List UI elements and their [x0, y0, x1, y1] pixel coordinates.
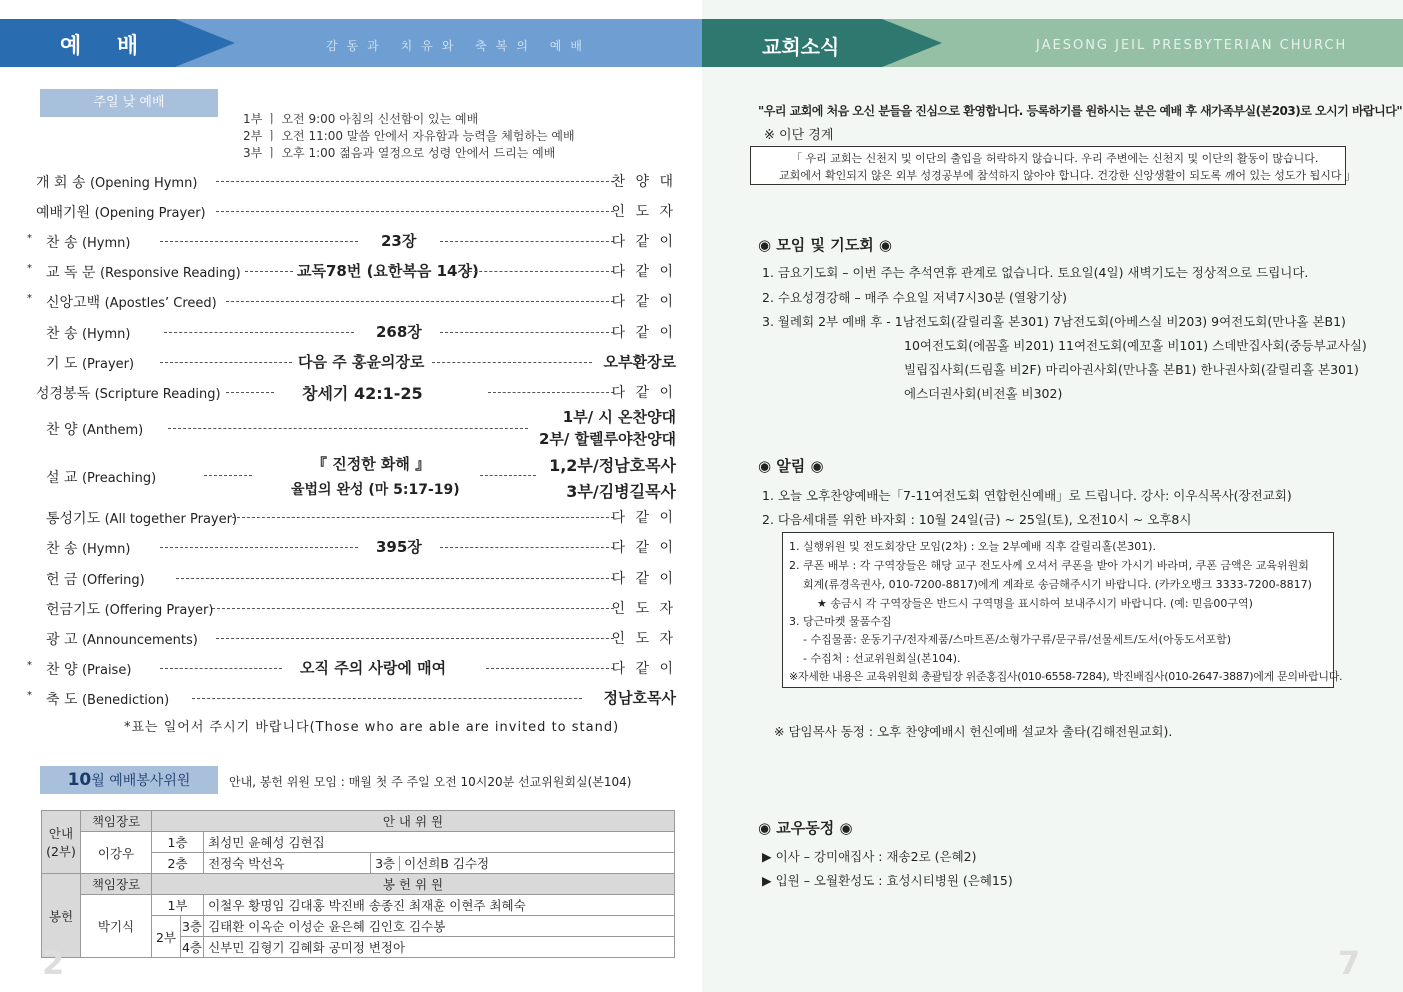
pastor-note: ※ 담임목사 동정 : 오후 찬양예배시 헌신예배 설교차 출타(김해전원교회).: [774, 724, 1173, 739]
order-item: 개 회 송 (Opening Hymn) 찬 양 대: [36, 174, 676, 191]
sunday-worship-badge: 주일 낮 예배: [40, 89, 218, 117]
order-item: 헌 금 (Offering) 다 같 이: [46, 571, 676, 588]
worship-title: 예 배: [60, 34, 153, 59]
notice-title: ◉ 알림 ◉: [758, 457, 824, 475]
order-item: 광 고 (Announcements) 인 도 자: [46, 631, 676, 648]
meeting-item-cont: 에스더권사회(비전홀 비302): [904, 386, 1063, 401]
order-item: 찬 양 (Anthem) 1부/ 시 온찬양대 2부/ 할렐루야찬양대: [46, 408, 676, 448]
members-title: ◉ 교우동정 ◉: [758, 819, 853, 837]
order-item: 통성기도 (All together Prayer) 다 같 이: [46, 510, 676, 527]
order-item: 예배기원 (Opening Prayer) 인 도 자: [36, 204, 676, 221]
notice-item: 1. 오늘 오후찬양예배는「7-11여전도회 연합헌신예배」로 드립니다. 강사: 이우식목사(장전교회): [762, 488, 1292, 503]
volunteer-badge: 10월 예배봉사위원: [40, 766, 218, 794]
order-item: 성경봉독 (Scripture Reading) 창세기 42:1-25 다 같 이: [36, 384, 676, 403]
order-item: 찬 송 (Hymn) 268장 다 같 이: [46, 323, 676, 342]
news-header: [702, 19, 1403, 67]
meeting-item: 1. 금요기도회 – 이번 주는 추석연휴 관계로 없습니다. 토요일(4일) 새벽기도는 정상적으로 드립니다.: [762, 265, 1309, 280]
order-item: 헌금기도 (Offering Prayer) 인 도 자: [46, 601, 676, 618]
meeting-item-cont: 빌립집사회(드림홀 비2F) 마리아권사회(만나홀 본B1) 한나권사회(갈릴리홀 본301): [904, 362, 1359, 377]
meeting-item: 2. 수요성경강해 – 매주 수요일 저녁7시30분 (열왕기상): [762, 290, 1068, 305]
order-item: 기 도 (Prayer) 다음 주 홍윤의장로 오부환장로: [46, 353, 676, 372]
news-title: 교회소식: [762, 35, 840, 59]
order-item: 설 교 (Preaching) 『 진정한 화해 』 율법의 완성 (마 5:17-19) 1,2부/정남호목사 3부/김병길목사: [46, 455, 676, 501]
order-item: 찬 송 (Hymn) 395장 다 같 이: [46, 538, 676, 557]
member-news: ▶ 이사 – 강미애집사 : 재송2로 (은혜2): [762, 849, 977, 864]
service-time-2: 2부 ㅣ 오전 11:00 말씀 안에서 자유함과 능력을 체험하는 예배: [243, 129, 575, 143]
notice-item: 2. 다음세대를 위한 바자회 : 10월 24일(금) ~ 25일(토), 오전10시 ~ 오후8시: [762, 512, 1192, 527]
bazaar-box: 1. 실행위원 및 전도회장단 모임(2차) : 오늘 2부예배 직후 갈릴리홀(본301). 2. 쿠폰 배부 : 각 구역장들은 해당 교구 전도사께 오셔서 쿠폰을 받아 가시기 바라며, 쿠폰 금액은 교육위원회 회계(류경옥권사, 010-7200-8817)에게 계좌로 송금해주시기 바랍니다. (카카오뱅크 3333-7200-8817) ★ 송금시 각 구역장들은 반드시 구역명을 표시하여 보내주시기 바랍니다. (예: 믿음00구역) 3. 당근마켓 물품수집 - 수집물품: 운동기구/전자제품/스마트폰/소형가구류/문구류/선물세트/도서(아동도서포함) - 수집처 : 선교위원회실(본104). ※자세한 내용은 교육위원회 총괄팀장 위준홍집사(010-6558-7284), 박진배집사(010-2647-3887)에게 문의바랍니다.: [782, 532, 1334, 688]
volunteer-meeting: 안내, 봉헌 위원 모임 : 매월 첫 주 주일 오전 10시20분 선교위원회실(본104): [229, 775, 632, 789]
page-number-left: 2: [42, 944, 65, 982]
meetings-title: ◉ 모임 및 기도회 ◉: [758, 236, 893, 254]
worship-header: [0, 19, 702, 67]
service-time-3: 3부 ㅣ 오후 1:00 젊음과 열정으로 성령 안에서 드리는 예배: [243, 146, 556, 160]
meeting-item: 3. 월례회 2부 예배 후 - 1남전도회(갈릴리홀 본301) 7남전도회(아베스실 비203) 9여전도회(만나홀 본B1): [762, 314, 1346, 329]
meeting-item-cont: 10여전도회(에꼼홀 비201) 11여전도회(예꼬홀 비101) 스데반집사회(중등부교사실): [904, 338, 1367, 353]
heresy-label: ※ 이단 경계: [764, 128, 834, 143]
order-item: * 찬 양 (Praise) 오직 주의 사랑에 매여 다 같 이: [27, 659, 676, 678]
order-item: * 교 독 문 (Responsive Reading) 교독78번 (요한복음 14장) 다 같 이: [27, 262, 676, 281]
news-subtitle: JAESONG JEIL PRESBYTERIAN CHURCH: [1036, 38, 1348, 53]
volunteer-table: 안내 (2부) 책임장로 안 내 위 원 이강우 1층 최성민 윤혜성 김현집 2층 전정숙 박선옥 3층 이선희B 김수정 봉헌 책임장로 봉 헌 위 원 박기식 1부 이철우 황명임 김대홍 박진배 송종진 최재훈 이현주 최혜숙 2부 3층 김태환 이옥순 이성순 윤은혜 김인호 김수봉 4층 신부민 김형기 김혜화 공미정 변정아: [41, 810, 675, 958]
standing-note: *표는 일어서 주시기 바랍니다(Those who are able are invited to stand): [124, 720, 620, 735]
member-news: ▶ 입원 – 오월환성도 : 효성시티병원 (은혜15): [762, 873, 1013, 888]
service-time-1: 1부 ㅣ 오전 9:00 아침의 신선함이 있는 예배: [243, 112, 479, 126]
page-number-right: 7: [1338, 944, 1361, 982]
order-item: * 신앙고백 (Apostles’ Creed) 다 같 이: [27, 293, 676, 311]
welcome-message: "우리 교회에 처음 오신 분들을 진심으로 환영합니다. 등록하기를 원하시는 분은 예배 후 새가족부실(본203)로 오시기 바랍니다": [758, 104, 1403, 118]
order-item: * 찬 송 (Hymn) 23장 다 같 이: [27, 232, 676, 251]
right-page: [702, 0, 1403, 992]
worship-subtitle: 감동과 치유와 축복의 예배: [326, 39, 591, 53]
heresy-box: 「 우리 교회는 신천지 및 이단의 출입을 허락하지 않습니다. 우리 주변에는 신천지 및 이단의 활동이 많습니다. 교회에서 확인되지 않은 외부 성경공부에 참석하지 않아야 합니다. 건강한 신앙생활이 되도록 깨어 있는 성도가 됩시다 」: [750, 146, 1346, 185]
order-item: * 축 도 (Benediction) 정남호목사: [27, 689, 676, 708]
